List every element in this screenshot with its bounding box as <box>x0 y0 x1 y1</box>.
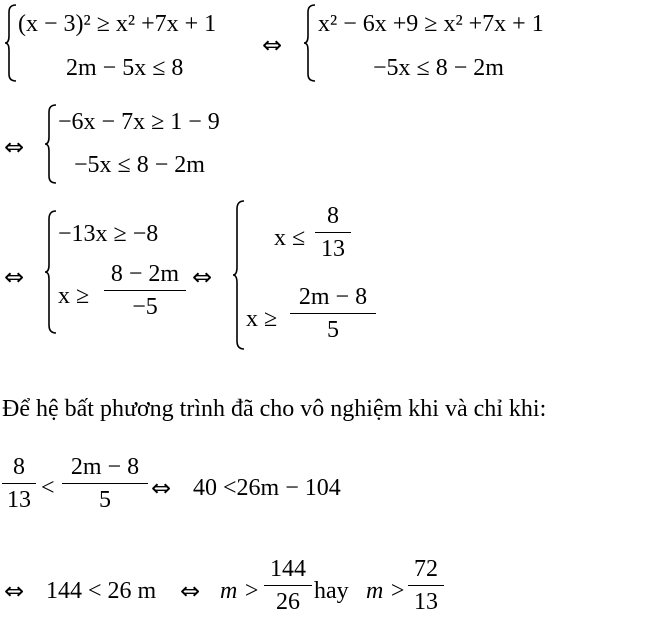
fraction-72-over-13 <box>408 557 444 614</box>
denominator: 5 <box>327 317 339 343</box>
numerator: 72 <box>414 556 438 582</box>
system1-left-line1 <box>18 12 216 36</box>
equivalence-arrow: ⇔ <box>4 577 25 605</box>
equation-text: 2m − 5x ≤ 8 <box>66 55 184 81</box>
equivalence-arrow: ⇔ <box>180 577 201 605</box>
equation-text: −5x ≤ 8 − 2m <box>373 55 504 81</box>
equivalence-arrow: ⇔ <box>4 133 25 161</box>
hay-word: hay <box>314 578 349 604</box>
system3-right-line2-prefix: x ≥ <box>246 306 278 332</box>
inequality-lhs: 144 < 26 m <box>46 578 157 604</box>
numerator: 8 <box>13 454 25 480</box>
equation-text: x² − 6x +9 ≥ x² +7x + 1 <box>318 11 544 37</box>
m-greater-than: m > <box>220 578 260 604</box>
fraction-bar <box>264 585 312 586</box>
system1-left-line2 <box>66 56 183 80</box>
denominator: 13 <box>7 487 31 513</box>
fraction-2m-minus-8-over-5 <box>290 285 376 342</box>
fraction-bar <box>315 232 351 233</box>
left-brace <box>44 210 58 335</box>
fraction-bar <box>104 290 186 291</box>
equivalence-arrow: ⇔ <box>192 263 213 291</box>
inequality-rhs: 40 <26m − 104 <box>193 475 341 501</box>
left-brace <box>303 4 317 82</box>
fraction-bar <box>290 313 376 314</box>
system3-line2-prefix: x ≥ <box>58 283 90 309</box>
left-brace <box>232 200 246 350</box>
system1-right-line2 <box>373 56 504 80</box>
fraction-8-over-13 <box>315 204 351 261</box>
system2-line1: −6x − 7x ≥ 1 − 9 <box>58 109 220 135</box>
less-than-sign: < <box>41 475 55 501</box>
left-brace <box>44 104 58 184</box>
equivalence-arrow: ⇔ <box>262 31 283 59</box>
equivalence-arrow: ⇔ <box>4 263 25 291</box>
denominator: 13 <box>414 589 438 615</box>
numerator: 2m − 8 <box>298 284 368 310</box>
equation-text: (x − 3)² ≥ x² +7x + 1 <box>18 11 217 37</box>
fraction-bar <box>62 483 148 484</box>
m-greater-than: m > <box>366 578 406 604</box>
numerator: 8 <box>327 203 339 229</box>
numerator: 2m − 8 <box>70 454 140 480</box>
fraction-8-minus-2m-over-neg5 <box>104 262 186 319</box>
system2-line2: −5x ≤ 8 − 2m <box>74 152 205 178</box>
denominator: 5 <box>99 487 111 513</box>
fraction-144-over-26 <box>264 557 312 614</box>
fraction-2m-minus-8-over-5 <box>62 455 148 512</box>
fraction-bar <box>2 483 36 484</box>
fraction-bar <box>408 585 444 586</box>
denominator: 26 <box>276 589 300 615</box>
denominator: 13 <box>321 236 345 262</box>
conclusion-statement: Để hệ bất phương trình đã cho vô nghiệm khi và chỉ khi: <box>2 396 547 422</box>
left-brace <box>4 4 18 82</box>
system1-right-line1 <box>318 12 544 36</box>
numerator: 8 − 2m <box>110 261 180 287</box>
system3-line1: −13x ≥ −8 <box>58 221 159 247</box>
numerator: 144 <box>270 556 306 582</box>
fraction-8-over-13 <box>2 455 36 512</box>
denominator: −5 <box>132 294 158 320</box>
equivalence-arrow: ⇔ <box>151 474 172 502</box>
system3-right-line1-prefix: x ≤ <box>274 225 306 251</box>
